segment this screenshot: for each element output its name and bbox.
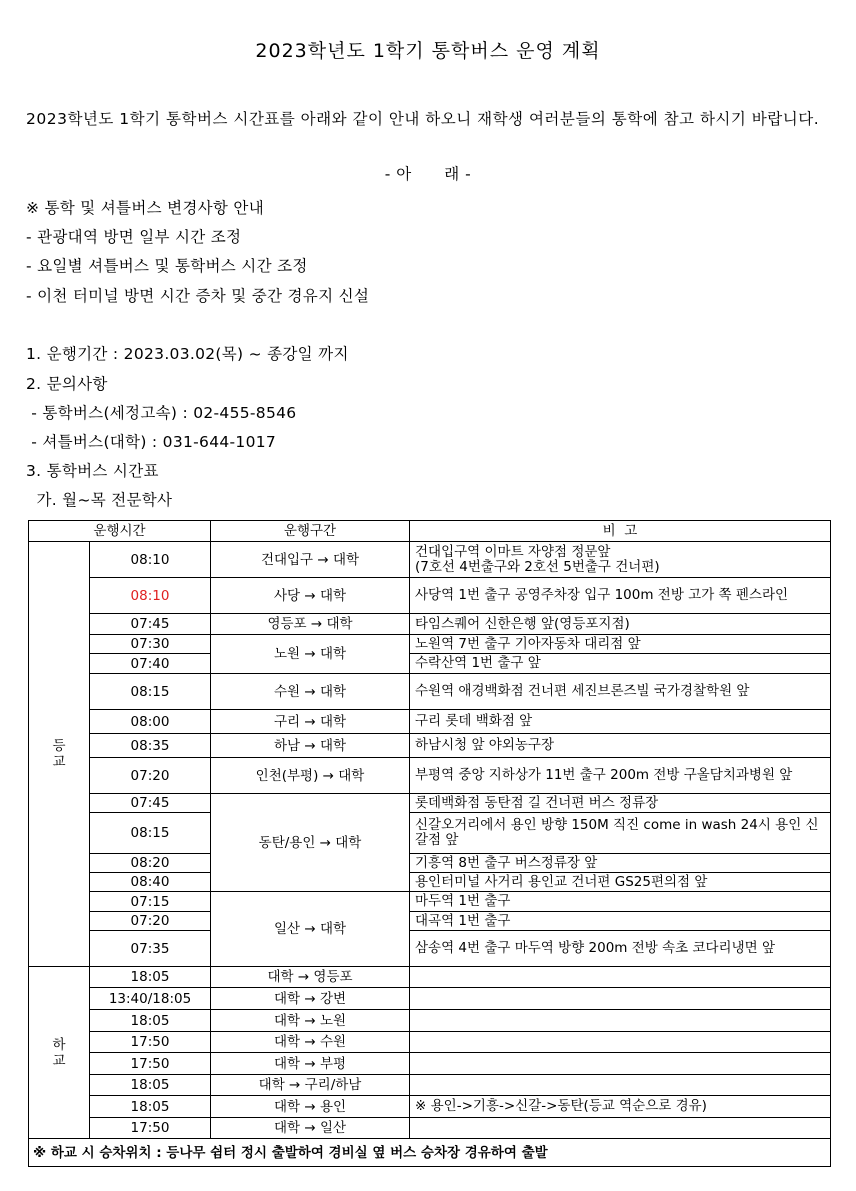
time-cell: 08:40 <box>90 873 211 892</box>
table-row <box>29 542 831 578</box>
time-cell: 18:05 <box>90 1096 211 1118</box>
timetable-subheading: 가. 월~목 전문학사 <box>26 491 173 509</box>
route-cell: 건대입구 → 대학 <box>211 542 410 578</box>
table-header-row <box>29 521 831 542</box>
change-item: - 이천 터미널 방면 시간 증차 및 중간 경유지 신설 <box>26 287 370 305</box>
table-row <box>29 967 831 988</box>
time-cell: 08:15 <box>90 674 211 710</box>
remark-cell: 부평역 중앙 지하상가 11번 출구 200m 전방 구올담치과병원 앞 <box>410 758 831 794</box>
group-label-inbound: 등 교 <box>29 542 90 967</box>
below-marker: - 아 래 - <box>384 165 472 183</box>
time-cell: 17:50 <box>90 1053 211 1075</box>
inquiry-bus: - 통학버스(세정고속) : 02-455-8546 <box>26 404 297 422</box>
route-cell: 대학 → 용인 <box>211 1096 410 1118</box>
table-row <box>29 635 831 654</box>
time-cell: 08:15 <box>90 813 211 854</box>
table-row <box>29 931 831 967</box>
table-row <box>29 854 831 873</box>
header-route: 운행구간 <box>211 521 410 542</box>
table-row <box>29 1075 831 1096</box>
table-row <box>29 873 831 892</box>
remark-cell: 타임스퀘어 신한은행 앞(영등포지점) <box>410 614 831 635</box>
bus-schedule-table <box>28 520 831 1167</box>
remark-cell <box>410 1118 831 1139</box>
route-cell: 수원 → 대학 <box>211 674 410 710</box>
table-row <box>29 1096 831 1118</box>
table-row <box>29 734 831 758</box>
remark-cell: 구리 롯데 백화점 앞 <box>410 710 831 734</box>
time-cell: 17:50 <box>90 1032 211 1053</box>
inquiry-heading: 2. 문의사항 <box>26 375 108 393</box>
route-cell: 대학 → 영등포 <box>211 967 410 988</box>
time-cell: 07:45 <box>90 614 211 635</box>
route-cell: 일산 → 대학 <box>211 892 410 967</box>
change-item: - 관광대역 방면 일부 시간 조정 <box>26 228 242 246</box>
route-cell: 노원 → 대학 <box>211 635 410 674</box>
change-item: - 요일별 셔틀버스 및 통학버스 시간 조정 <box>26 257 308 275</box>
route-cell: 인천(부평) → 대학 <box>211 758 410 794</box>
timetable-heading: 3. 통학버스 시간표 <box>26 462 159 480</box>
time-cell: 18:05 <box>90 1075 211 1096</box>
table-row <box>29 912 831 931</box>
remark-cell <box>410 1053 831 1075</box>
time-cell: 07:40 <box>90 654 211 674</box>
remark-cell: 대곡역 1번 출구 <box>410 912 831 931</box>
time-cell: 18:05 <box>90 967 211 988</box>
route-cell: 대학 → 수원 <box>211 1032 410 1053</box>
table-row <box>29 578 831 614</box>
inquiry-shuttle: - 셔틀버스(대학) : 031-644-1017 <box>26 433 277 451</box>
route-cell: 구리 → 대학 <box>211 710 410 734</box>
time-cell-highlighted: 08:10 <box>90 578 211 614</box>
time-cell: 07:20 <box>90 912 211 931</box>
header-time: 운행시간 <box>29 521 211 542</box>
time-cell: 07:20 <box>90 758 211 794</box>
table-row <box>29 1032 831 1053</box>
remark-cell: 마두역 1번 출구 <box>410 892 831 912</box>
time-cell: 07:35 <box>90 931 211 967</box>
route-cell: 영등포 → 대학 <box>211 614 410 635</box>
table-row <box>29 988 831 1010</box>
document-title: 2023학년도 1학기 통학버스 운영 계획 <box>255 40 601 62</box>
time-cell: 13:40/18:05 <box>90 988 211 1010</box>
route-cell: 대학 → 구리/하남 <box>211 1075 410 1096</box>
remark-cell <box>410 988 831 1010</box>
time-cell: 08:10 <box>90 542 211 578</box>
remark-cell: 건대입구역 이마트 자양점 정문앞 (7호선 4번출구와 2호선 5번출구 건너편) <box>410 542 831 578</box>
table-row <box>29 813 831 854</box>
intro-paragraph: 2023학년도 1학기 통학버스 시간표를 아래와 같이 안내 하오니 재학생 여러분들의 통학에 참고 하시기 바랍니다. <box>26 110 820 128</box>
table-row <box>29 1010 831 1032</box>
remark-cell <box>410 1032 831 1053</box>
remark-cell: 기흥역 8번 출구 버스정류장 앞 <box>410 854 831 873</box>
operation-period: 1. 운행기간 : 2023.03.02(목) ~ 종강일 까지 <box>26 345 349 363</box>
table-row <box>29 794 831 813</box>
remark-cell: 용인터미널 사거리 용인교 건너편 GS25편의점 앞 <box>410 873 831 892</box>
table-row <box>29 758 831 794</box>
header-remark: 비 고 <box>410 521 831 542</box>
table-row <box>29 614 831 635</box>
table-footer-row <box>29 1139 831 1167</box>
time-cell: 08:00 <box>90 710 211 734</box>
remark-cell: 하남시청 앞 야외농구장 <box>410 734 831 758</box>
route-cell: 하남 → 대학 <box>211 734 410 758</box>
group-label-outbound: 하 교 <box>29 967 90 1139</box>
table-row <box>29 1053 831 1075</box>
table-row <box>29 654 831 674</box>
route-cell: 대학 → 부평 <box>211 1053 410 1075</box>
remark-cell: 롯데백화점 동탄점 길 건너편 버스 정류장 <box>410 794 831 813</box>
time-cell: 17:50 <box>90 1118 211 1139</box>
remark-cell: 삼송역 4번 출구 마두역 방향 200m 전방 속초 코다리냉면 앞 <box>410 931 831 967</box>
notice-heading: ※ 통학 및 셔틀버스 변경사항 안내 <box>26 199 264 217</box>
route-cell: 대학 → 노원 <box>211 1010 410 1032</box>
remark-cell: ※ 용인->기흥->신갈->동탄(등교 역순으로 경유) <box>410 1096 831 1118</box>
time-cell: 07:15 <box>90 892 211 912</box>
remark-cell <box>410 1075 831 1096</box>
table-row <box>29 892 831 912</box>
remark-cell <box>410 967 831 988</box>
remark-cell: 사당역 1번 출구 공영주차장 입구 100m 전방 고가 쪽 펜스라인 <box>410 578 831 614</box>
table-row <box>29 674 831 710</box>
remark-cell: 신갈오거리에서 용인 방향 150M 직진 come in wash 24시 용인 신갈점 앞 <box>410 813 831 854</box>
time-cell: 07:45 <box>90 794 211 813</box>
route-cell: 사당 → 대학 <box>211 578 410 614</box>
time-cell: 18:05 <box>90 1010 211 1032</box>
table-row <box>29 1118 831 1139</box>
route-cell: 대학 → 일산 <box>211 1118 410 1139</box>
route-cell: 동탄/용인 → 대학 <box>211 794 410 892</box>
remark-cell: 노원역 7번 출구 기아자동차 대리점 앞 <box>410 635 831 654</box>
remark-cell <box>410 1010 831 1032</box>
boarding-location-note: ※ 하교 시 승차위치 : 등나무 쉼터 정시 출발하여 경비실 옆 버스 승차장 경유하여 출발 <box>29 1139 831 1167</box>
time-cell: 08:20 <box>90 854 211 873</box>
time-cell: 07:30 <box>90 635 211 654</box>
remark-cell: 수원역 애경백화점 건너편 세진브론즈빌 국가경찰학원 앞 <box>410 674 831 710</box>
route-cell: 대학 → 강변 <box>211 988 410 1010</box>
table-row <box>29 710 831 734</box>
time-cell: 08:35 <box>90 734 211 758</box>
remark-cell: 수락산역 1번 출구 앞 <box>410 654 831 674</box>
